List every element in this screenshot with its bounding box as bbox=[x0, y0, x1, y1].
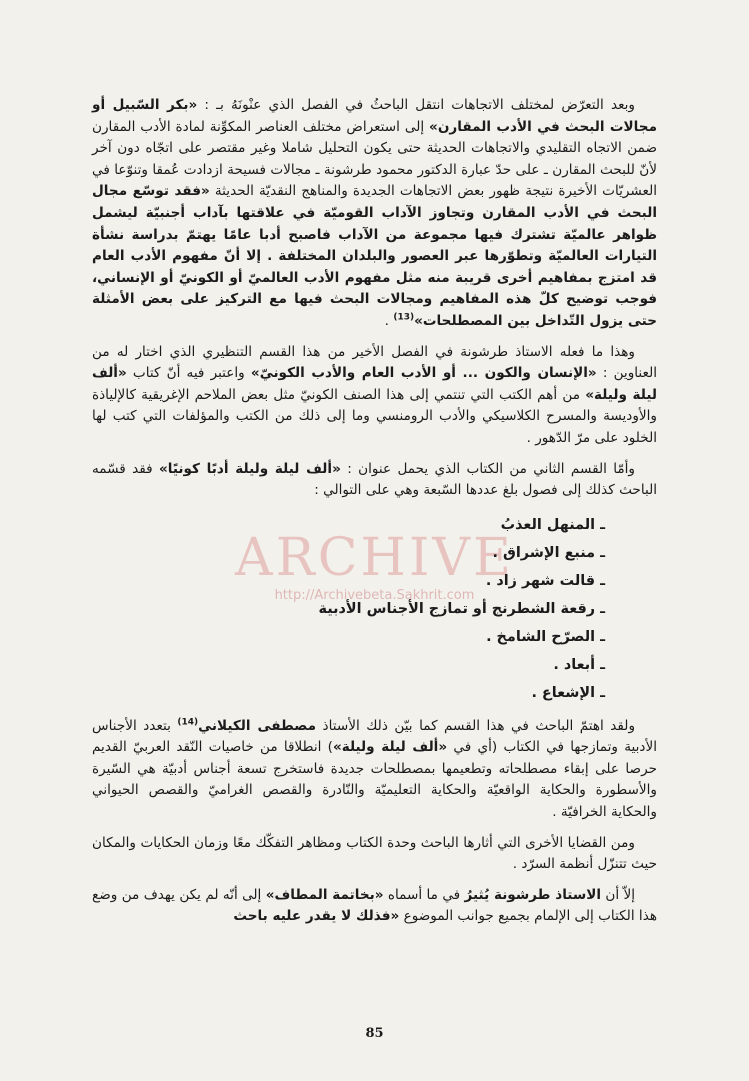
page-number: 85 bbox=[365, 1026, 384, 1041]
text-run: إلى أنّه لم يكن يهدف من وضع هذا الكتاب إلى الإلمام بجميع جوانب الموضوع bbox=[92, 886, 657, 925]
bold-run: «ألف ليلة وليلة أدبًا كونيًا» bbox=[158, 460, 341, 477]
text-run: ) انطلاقا من خاصيات النّقد العربيّ القديم حرصا على إبقاء مصطلحاته وتطعيمها بمصطلحات جديدة فاستخرج تسعة أجناس أدبيّة هي السّيرة والأسطورة والحكاية الواقعيّة والحكاية التعليميّة والنّادرة والقصص الغراميّ والقصص الحيواني والحكاية الخرافيّة . bbox=[92, 739, 657, 821]
text-run: إلاّ أن bbox=[601, 886, 636, 903]
bold-run: «ألف ليلة وليلة» bbox=[92, 365, 658, 403]
bold-run: الاستاذ طرشونة يُثيرُ bbox=[464, 886, 601, 903]
footnote-ref: (13) bbox=[393, 312, 415, 323]
text-run: إلى استعراض مختلف العناصر المكوِّنة لمادة الأدب المقارن ضمن الاتجاه التقليدي والاتجاهات الحديثة حتى يكون التحليل شاملا وغير مقتصر على اتجّاه دون آخر لأنّ للبحث المقارن ـ على حدّ عبارة الدكتور محمود طرشونة ـ مجالات فسيحة ازدادت عُمقا وتنوّعا في العشريّات الأخيرة نتيجة ظهور بعض الاتجاهات الجديدة والمناهج النقديّة الحديثة bbox=[92, 118, 657, 200]
paragraph bbox=[92, 833, 657, 876]
bold-run: «فذلك لا يقدر عليه باحث bbox=[233, 908, 400, 925]
archive-watermark-title: ARCHIVE bbox=[235, 528, 514, 588]
text-run: وأمّا القسم الثاني من الكتاب الذي يحمل عنوان : bbox=[340, 460, 635, 477]
text-run: في ما أسماه bbox=[383, 886, 465, 903]
paragraph bbox=[92, 459, 657, 502]
paragraphs-before-list bbox=[92, 95, 657, 502]
bold-run: «بكر السّبيل أو مجالات البحث في الأدب المقارن» bbox=[92, 97, 657, 135]
text-run: وبعد التعرّض لمختلف الاتجاهات انتقل الباحثُ في الفصل الذي عنْونَهُ بـ : bbox=[197, 97, 636, 113]
bold-run: «الإنسان والكون ... أو الأدب العام والأدب الكونيّ» bbox=[250, 365, 597, 382]
chapter-item: ـ أبعاد . bbox=[553, 656, 605, 673]
body-text bbox=[92, 95, 657, 928]
archive-watermark-url: http://Archivebeta.Sakhrit.com bbox=[274, 588, 475, 603]
text-run: وهذا ما فعله الاستاذ طرشونة في الفصل الأخير من هذا القسم التنظيري الذي اختار له من العناوين : bbox=[92, 343, 657, 382]
paragraph bbox=[92, 885, 657, 928]
paragraphs-after-list bbox=[92, 716, 657, 928]
chapter-list bbox=[92, 511, 657, 707]
text-run: من أهم الكتب التي تنتمي إلى هذا الصنف الكونيّ مثل بعض الملاحم الإغريقية كالإلياذة والأوديسة والمسرح الكلاسيكي والأدب الرومنسي وما إلى ذلك من الكتب والمؤلفات التي كتب لها الخلود على مرّ الدّهور . bbox=[92, 386, 657, 446]
bold-run: «فقد توسّع مجال البحث في الأدب المقارن وتجاوز الآداب القوميّة في علاقتها بآداب أجنبيّة ليشمل ظواهر عالميّة تشترك فيها مجموعة من الآداب فاصبح أدبا عامًا يهتمّ بدراسة نشأة التيارات العالميّة وتطوّرها عبر العصور والبلدان المختلفة . إلا أنّ مفهوم الأدب العام قد امتزج بمفاهيم أخرى قريبة منه مثل مفهوم الأدب العالميّ أو الكونيّ أو الإنساني، فوجب توضيح كلّ هذه المفاهيم ومجالات البحث فيها مع التركيز على بعض الأمثلة حتى يزول التّداخل بين المصطلحات» bbox=[92, 183, 657, 329]
text-run: . bbox=[384, 312, 394, 329]
bold-run: «ألف ليلة وليلة» bbox=[332, 739, 448, 756]
text-run: ومن القضايا الأخرى التي أثارها الباحث وحدة الكتاب ومظاهر التفكّك معًا وزمان الحكايات والمكان حيث تتنزّل أنظمة السرّد . bbox=[92, 834, 657, 873]
chapter-item: ـ الإشعاع . bbox=[531, 684, 605, 701]
paragraph bbox=[92, 716, 657, 824]
chapter-item: ـ منبع الإشراق . bbox=[492, 544, 605, 561]
paragraph bbox=[92, 95, 657, 333]
paragraph bbox=[92, 342, 657, 450]
footnote-ref: (14) bbox=[177, 717, 199, 728]
text-run: بتعدد الأجناس الأدبية وتمازجها في الكتاب (أي في bbox=[92, 717, 657, 756]
chapter-item: ـ المنهل العذبُ bbox=[500, 516, 605, 533]
chapter-item: ـ رقعة الشطرنج أو تمازج الأجناس الأدبية bbox=[318, 600, 605, 617]
text-run: ولقد اهتمّ الباحث في هذا القسم كما بيّن ذلك الأستاذ bbox=[316, 717, 636, 734]
text-run: واعتبر فيه أنّ كتاب bbox=[126, 365, 251, 382]
bold-run: «بخاتمة المطاف» bbox=[265, 886, 384, 903]
text-run: فقد قسّمه الباحث كذلك إلى فصول بلغ عددها السّبعة وهي على التوالي : bbox=[92, 460, 657, 499]
bold-run: مصطفى الكيلاني bbox=[198, 717, 317, 734]
chapter-item: ـ قالت شهر زاد . bbox=[485, 572, 605, 589]
chapter-item: ـ الصرّح الشامخ . bbox=[486, 628, 605, 645]
